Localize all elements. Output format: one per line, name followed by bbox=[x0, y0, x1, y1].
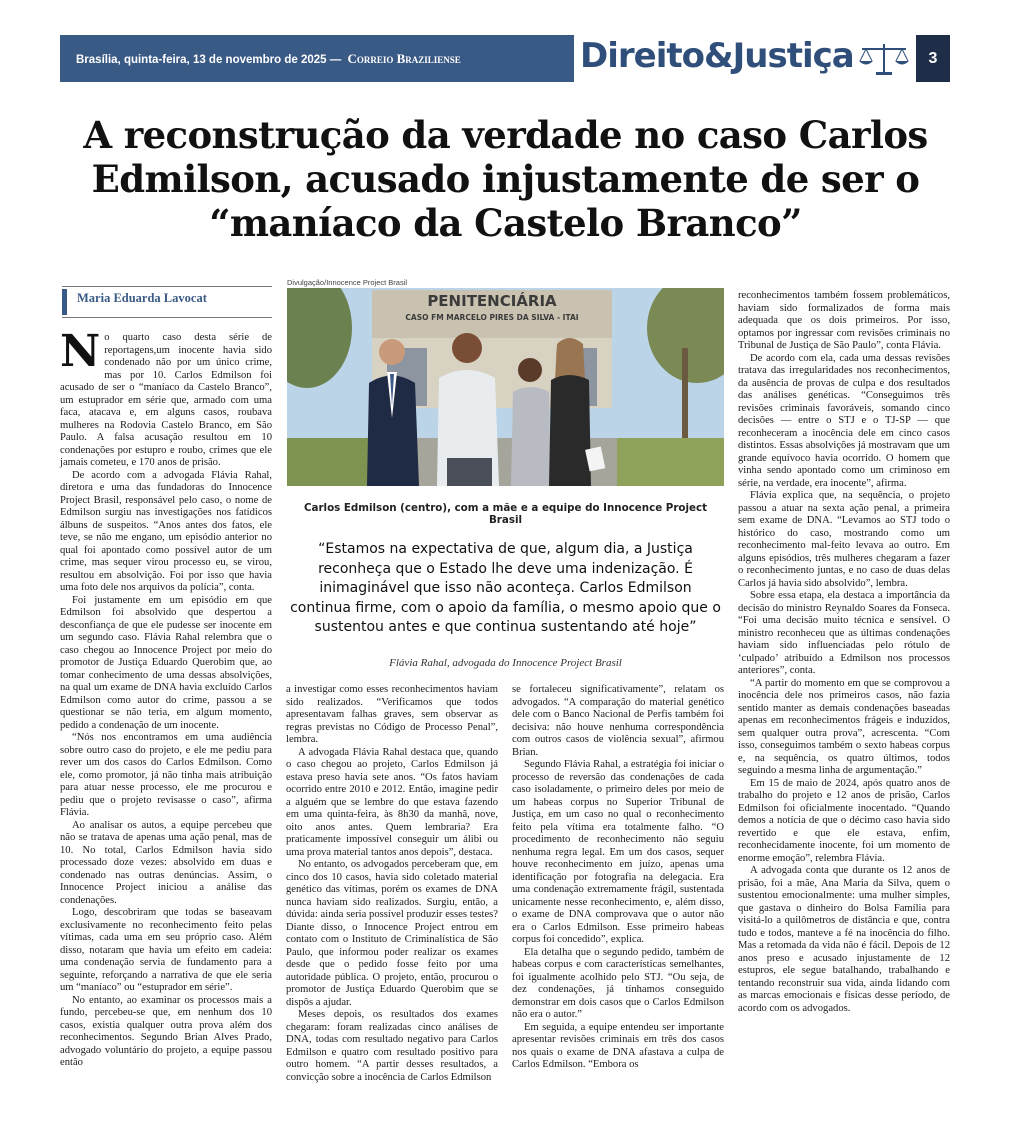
photo-caption: Carlos Edmilson (centro), com a mãe e a equipe do Innocence Project Brasil bbox=[303, 502, 708, 526]
page-number: 3 bbox=[916, 35, 950, 82]
byline-rule-bottom bbox=[62, 317, 272, 318]
pull-quote: “Estamos na expectativa de que, algum dia, a Justiça reconheça que o Estado lhe deve uma indenização. É inimaginável que isso não aconteça. Carlos Edmilson continua firme, com o apoio da família, o mesmo apoio que o sustentou antes e que continua sustentando até hoje” bbox=[290, 541, 721, 635]
paragraph: Logo, descobriram que todas se baseavam exclusivamente no reconhecimento feito pelas vítimas, cada uma em seu próprio caso. Além disso, notaram que havia um efeito em cadeia: uma condenação servia de fundamento para a seguinte, reforçando a narrativa de que ele seria um “maníaco” ou “estuprador em série”. bbox=[60, 907, 272, 993]
paragraph: No entanto, ao examinar os processos mais a fundo, percebeu-se que, em nenhum dos 10 casos, existia qualquer outra prova além dos reconhecimentos. Segundo Brian Alves Prado, advogado voluntário do projeto, a equipe passou então bbox=[60, 994, 272, 1068]
drop-cap: N bbox=[60, 326, 101, 377]
article-column-3 bbox=[512, 684, 724, 1072]
paragraph: “Nós nos encontramos em uma audiência sobre outro caso do projeto, e ele me pediu para rever um dos casos do Carlos Edmilson. Como ele, como promotor, já não tinha mais atribuição para atuar nesse processo, ele me procurou e pediu que o projeto revisasse o caso”, afirma Flávia. bbox=[60, 732, 272, 818]
paragraph: De acordo com ela, cada uma dessas revisões tratava das irregularidades nos reconhecimentos, da ausência de provas de culpa e dos resultados das análises genéticas. “Conseguimos três revisões criminais favoráveis, somando cinco decisões — entre o STJ e o TJ-SP — que reconheceram a inocência dele em cinco casos distintos. Essas absolvições já mostravam que um grande equívoco havia ocorrido. O homem que vinha sendo apontado como um criminoso em série, na verdade, era inocente”, afirma. bbox=[738, 352, 950, 489]
paragraph: Sobre essa etapa, ela destaca a importância da decisão do ministro Reynaldo Soares da Fonseca. “Foi uma decisão muito técnica e sensível. O ministro reconheceu que as últimas condenações haviam sido influenciadas pelo rótulo de ‘culpado’ atribuído a Edmilson nos processos anteriores”, conta. bbox=[738, 590, 950, 676]
article-column-2 bbox=[286, 684, 498, 1084]
scales-of-justice-icon bbox=[856, 41, 912, 77]
dateline bbox=[76, 51, 461, 67]
paragraph: “A partir do momento em que se comprovou a inocência dele nos primeiros casos, não fazia sentido manter as demais condenações baseadas apenas em reconhecimentos frágeis e induzidos, sem qualquer outra prova”, acrescenta. “Com isso, conseguimos também o sexto habeas corpus e, na sequência, os quatro últimos, todos seguindo a mesma linha de argumentação.” bbox=[738, 677, 950, 776]
newspaper-name: Correio Braziliense bbox=[347, 51, 461, 66]
paragraph: Ela detalha que o segundo pedido, também de habeas corpus e com características semelhantes, foi igualmente acolhido pelo STJ. “Ou seja, de dez condenações, já tínhamos conseguido demonstrar em dois casos que o Carlos Edmilson não era o autor.” bbox=[512, 946, 724, 1020]
paragraph: Ao analisar os autos, a equipe percebeu que não se tratava de apenas uma ação penal, mas de 10. No total, Carlos Edmilson havia sido processado doze vezes: absolvido em duas e condenado nas outras denúncias. Assim, o Innocence Project iniciou a análise das condenações. bbox=[60, 819, 272, 906]
sign-text-1: PENITENCIÁRIA bbox=[427, 292, 557, 310]
paragraph: No entanto, os advogados perceberam que, em cinco dos 10 casos, havia sido coletado material genético das vítimas, porém os exames de DNA nunca haviam sido realizados. Surgiu, então, a dúvida: ainda seria possível produzir esses testes? Diante disso, o Innocence Project entrou em contato com o Instituto de Criminalística de São Paulo, que informou poder realizar os exames desde que o pedido fosse feito por uma autoridade pública. O projeto, então, procurou o promotor de Justiça Eduardo Querobim que se dispôs a ajudar. bbox=[286, 859, 498, 1008]
byline-rule-top bbox=[62, 286, 272, 287]
article-column-4 bbox=[738, 290, 950, 1015]
paragraph: No quarto caso desta série de reportagens,um inocente havia sido condenado não por um único crime, mas por 10. Carlos Edmilson foi acusado de ser o “maníaco da Castelo Branco”, um estuprador em série que, armado com uma faca, atacava e, em alguns casos, roubava mulheres na Rodovia Castelo Branco, em São Paulo. A falsa acusação resultou em 10 condenações por estupro e roubo, crimes que ele jamais cometeu, e 170 anos de prisão. bbox=[60, 326, 272, 468]
photo-credit: Divulgação/Innocence Project Brasil bbox=[287, 278, 408, 287]
paragraph: A advogada Flávia Rahal destaca que, quando o caso chegou ao projeto, Carlos Edmilson já estava preso havia sete anos. “Os fatos haviam ocorrido entre 2010 e 2012. Então, imagine pedir a alguém que se lembre do que estava fazendo em uma quinta-feira, às 8h30 da manhã, nove, oito anos antes. Quem lembraria? Era praticamente impossível conseguir um álibi ou uma prova material tantos anos depois”, destaca. bbox=[286, 746, 498, 858]
pull-quote-author: Flávia Rahal, advogada do Innocence Project Brasil bbox=[389, 657, 622, 669]
section-label-box bbox=[574, 35, 916, 82]
paragraph: se fortaleceu significativamente”, relatam os advogados. “A comparação do material genético dele com o Banco Nacional de Perfis também foi decisiva: não houve nenhuma correspondência com outros casos de violência sexual”, afirmou Brian. bbox=[512, 684, 724, 758]
paragraph: Em seguida, a equipe entendeu ser importante apresentar revisões criminais em três dos casos nos quais o exame de DNA afastava a culpa de Carlos Edmilson. “Embora os bbox=[512, 1021, 724, 1070]
paragraph: reconhecimentos também fossem problemáticos, haviam sido formalizados de forma mais adequada que os dois primeiros. Por isso, optamos por ingressar com revisões criminais no Tribunal de Justiça de São Paulo”, conta Flávia. bbox=[738, 290, 950, 351]
paragraph: De acordo com a advogada Flávia Rahal, diretora e uma das fundadoras do Innocence Project Brasil, responsável pelo caso, o nome de Edmilson surgiu nas investigações nos fatídicos álbuns de suspeitos. “Anos antes dos fatos, ele teve, se não me engano, um episódio anterior no qual foi apontado como possível autor de um crime, mas sequer virou processo eu, se virou, resultou em absolvição. Foi por isso que havia uma foto dele nos arquivos da polícia”, conta. bbox=[60, 469, 272, 593]
article-photo bbox=[287, 288, 724, 486]
headline: A reconstrução da verdade no caso Carlos Edmilson, acusado injustamente de ser o “maníaco da Castelo Branco” bbox=[83, 113, 928, 245]
photo-illustration bbox=[287, 288, 724, 486]
sign-text-2: CASO FM MARCELO PIRES DA SILVA - ITAI bbox=[405, 313, 579, 322]
paragraph: Em 15 de maio de 2024, após quatro anos de trabalho do projeto e 12 anos de prisão, Carlos Edmilson foi oficialmente inocentado. “Quando demos a notícia de que o décimo caso havia sido revertido e que ele estava, enfim, reconhecidamente inocente, foi um momento de enorme emoção”, relembra Flávia. bbox=[738, 777, 950, 864]
page-header bbox=[60, 35, 950, 82]
paragraph: a investigar como esses reconhecimentos haviam sido realizados. “Verificamos que todos apresentavam falhas graves, sem observar as regras previstas no Código de Processo Penal”, lembra. bbox=[286, 684, 498, 745]
paragraph: Segundo Flávia Rahal, a estratégia foi iniciar o processo de reversão das condenações de cada caso isoladamente, o primeiro deles por meio de um habeas corpus no Superior Tribunal de Justiça, em um caso no qual o reconhecimento feito pela vítima era totalmente falho. “O procedimento de reconhecimento não seguiu nenhuma regra legal. Em um dos casos, sequer houve reconhecimento em juízo, apenas uma identificação por fotografia na delegacia. Era uma condenação extremamente frágil, sustentada unicamente nesse reconhecimento, e, além disso, o exame de DNA comprovava que o autor não era o Carlos Edmilson. Esse primeiro habeas corpus foi concedido”, explica. bbox=[512, 759, 724, 945]
paragraph: Meses depois, os resultados dos exames chegaram: foram realizadas cinco análises de DNA, todas com resultado negativo para Carlos Edmilson e quatro com resultado positivo para outro homem. “A partir desses resultados, a convicção sobre a inocência de Carlos Edmilson bbox=[286, 1009, 498, 1083]
paragraph: A advogada conta que durante os 12 anos de prisão, foi a mãe, Ana Maria da Silva, quem o sustentou emocionalmente: uma mulher simples, que gastava o dinheiro do Bolsa Família para visitá-lo a quilômetros de distância e que, contra tudo e todos, manteve a fé na inocência do filho. Mas a retomada da vida não é fácil. Depois de 12 anos preso e acusado injustamente de 12 estupros, ele segue batalhando, trabalhando e tentando reconstruir sua vida, ainda lidando com as marcas emocionais e físicas desse período, de acordo com os advogados. bbox=[738, 865, 950, 1014]
byline: Maria Eduarda Lavocat bbox=[62, 289, 272, 315]
paragraph: Flávia explica que, na sequência, o projeto passou a atuar na sexta ação penal, a primeira sem exame de DNA. “Levamos ao STJ todo o histórico do caso, mostrando como um reconhecimento mal-feito levava ao outro. Em alguns episódios, três mulheres chegaram a fazer o reconhecimento juntas, e no caso de duas delas Carlos já havia sido absolvido”, lembra. bbox=[738, 490, 950, 589]
date-text: Brasília, quinta-feira, 13 de novembro de 2025 — bbox=[76, 54, 342, 66]
article-column-1 bbox=[60, 326, 272, 1070]
section-title: Direito&Justiça bbox=[580, 36, 854, 76]
paragraph: Foi justamente em um episódio em que Edmilson foi absolvido que despertou a desconfiança de que ele pudesse ser inocente em um segundo caso. Flávia Rahal relembra que o caso chegou ao Innocence Project por meio do promotor de Justiça Eduardo Querobim que, ao tomar conhecimento de uma dessas absolvições, na qual um exame de DNA havia excluído Carlos Edmilson como autor do crime, passou a se questionar se não teria, em algum momento, pedido a condenação de um inocente. bbox=[60, 594, 272, 731]
